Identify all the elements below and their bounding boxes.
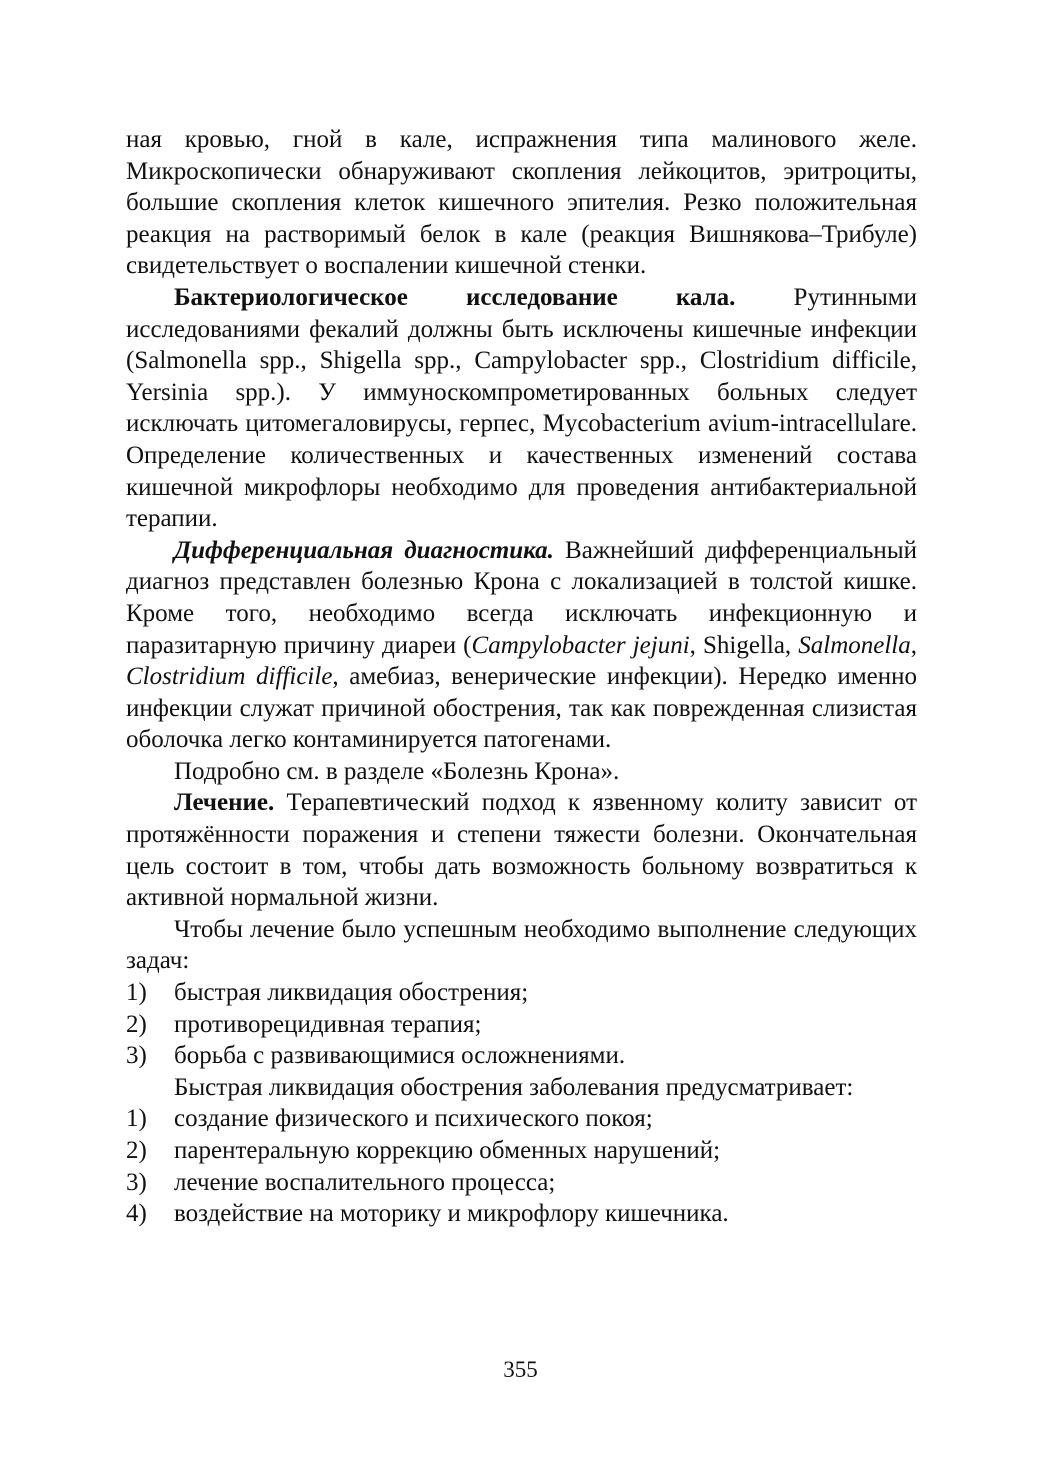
list-item xyxy=(126,1135,917,1167)
list-item xyxy=(126,1009,917,1041)
paragraph-stool-microscopy: ная кровью, гной в кале, испражнения типа малинового желе. Микроскопически обнаруживают скопления лейкоцитов, эритроциты, большие скопления клеток кишечного эпителия. Резко положительная реакция на растворимый белок в кале (реакция Вишнякова–Трибуле) свидетельствует о воспалении кишечной стенки. xyxy=(126,126,917,280)
differential-text-3: , xyxy=(910,631,918,659)
list-item xyxy=(126,1167,917,1199)
differential-italic-2: Salmonella xyxy=(798,631,911,659)
tasks-list xyxy=(126,977,917,1072)
list-item-text: быстрая ликвидация обострения; xyxy=(174,979,529,1007)
differential-italic-1: Campylobacter jejuni xyxy=(471,631,690,659)
list-item-number: 3) xyxy=(126,1042,147,1070)
paragraph-bacteriology xyxy=(126,282,917,535)
list-item-text: парентеральную коррекцию обменных нарушений; xyxy=(174,1137,721,1164)
list-item-text: создание физического и психического покоя; xyxy=(174,1105,653,1133)
differential-text-2: , Shigella, xyxy=(689,631,799,659)
heading-bacteriology: Бактериологическое исследование кала. xyxy=(174,283,736,311)
paragraph-tasks-intro: Чтобы лечение было успешным необходимо выполнение следующих задач: xyxy=(126,915,917,975)
list-item-number: 1) xyxy=(126,979,147,1007)
page-number: 355 xyxy=(503,1357,538,1382)
page-body xyxy=(126,124,917,1230)
exacerbation-list xyxy=(126,1103,917,1229)
list-item-number: 2) xyxy=(126,1137,147,1164)
list-item-text: лечение воспалительного процесса; xyxy=(174,1168,556,1196)
paragraph-differential xyxy=(126,535,917,756)
differential-text-4: , амебиаз, венерические инфекции). Нередко именно инфекции служат причиной обострения, так как поврежденная слизистая оболочка легко контаминируется патогенами. xyxy=(126,663,917,754)
list-item-number: 3) xyxy=(126,1168,147,1196)
list-item xyxy=(126,1103,917,1135)
list-item xyxy=(126,1198,917,1230)
list-item-number: 1) xyxy=(126,1105,147,1133)
differential-text-1: Важнейший дифференциальный диагноз представлен болезнью Крона с локализацией в толстой кишке. Кроме того, необходимо всегда исключать инфекционную и паразитарную причину диареи ( xyxy=(126,536,917,659)
list-item-text: воздействие на моторику и микрофлору кишечника. xyxy=(174,1200,729,1228)
list-item-text: противорецидивная терапия; xyxy=(174,1010,482,1038)
paragraph-treatment xyxy=(126,787,917,913)
list-item-text: борьба с развивающимися осложнениями. xyxy=(174,1042,626,1070)
treatment-text: Терапевтический подход к язвенному колиту зависит от протяжённости поражения и степени тяжести болезни. Окончательная цель состоит в том, чтобы дать возможность больному возвратиться к активной нормальной жизни. xyxy=(126,789,917,912)
differential-italic-3: Clostridium difficile xyxy=(126,663,333,691)
list-item-number: 2) xyxy=(126,1010,147,1038)
bacteriology-text: Рутинными исследованиями фекалий должны быть исключены кишечные инфекции (Salmonella spp., Shigella spp., Campylobacter spp., Clostridium difficile, Yersinia spp.). У иммуноскомпрометированных больных следует исключать цитомегаловирусы, герпес, Mycobacterium avium-intracellulare. Определение количественных и качественных изменений состава кишечной микрофлоры необходимо для проведения антибактериальной терапии. xyxy=(126,283,917,533)
paragraph-exacerbation-intro: Быстрая ликвидация обострения заболевания предусматривает: xyxy=(174,1073,854,1101)
heading-treatment: Лечение. xyxy=(174,789,275,817)
paragraph-crohn-reference: Подробно см. в разделе «Болезнь Крона». xyxy=(174,757,620,785)
list-item xyxy=(126,977,917,1009)
heading-differential: Дифференциальная диагностика. xyxy=(174,536,554,564)
list-item xyxy=(126,1040,917,1072)
list-item-number: 4) xyxy=(126,1200,147,1228)
